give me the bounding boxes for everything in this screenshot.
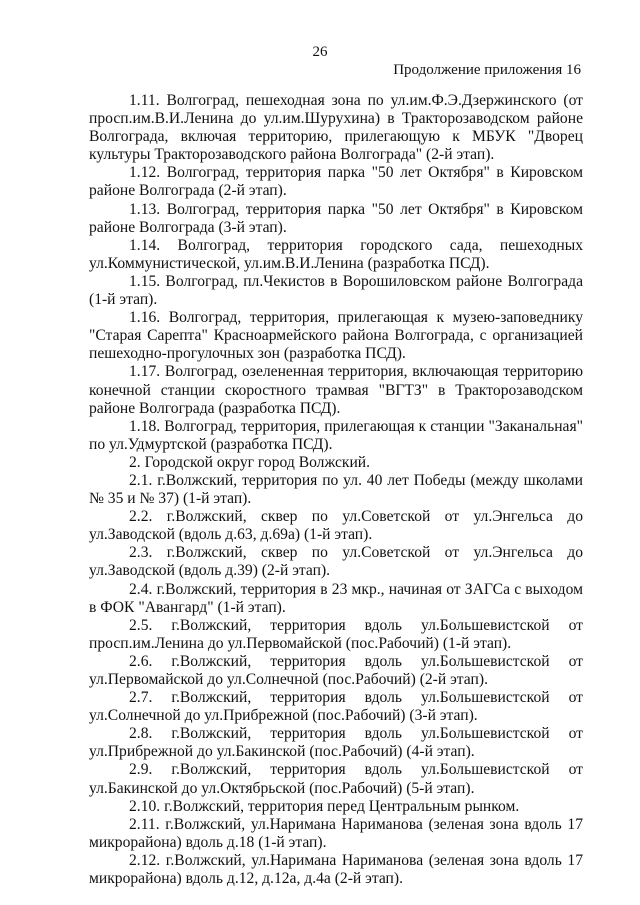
list-item: 2.12. г.Волжский, ул.Наримана Нариманова (зеленая зона вдоль 17 микрорайона) вдоль д.12, д.12а, д.4а (2-й этап). [89, 851, 583, 888]
list-item: 2.10. г.Волжский, территория перед Центральным рынком. [129, 797, 520, 815]
list-item: 1.18. Волгоград, территория, прилегающая к станции "Заканальная" по ул.Удмуртской (разработка ПСД). [89, 417, 583, 453]
list-item: 1.13. Волгоград, территория парка "50 лет Октября" в Кировском районе Волгограда (3-й этап). [89, 200, 583, 236]
list-item: 2.6. г.Волжский, территория вдоль ул.Большевистской от ул.Первомайской до ул.Солнечной (пос.Рабочий) (2-й этап). [89, 652, 583, 688]
list-item: 2.8. г.Волжский, территория вдоль ул.Большевистской от ул.Прибрежной до ул.Бакинской (пос.Рабочий) (4-й этап). [89, 725, 583, 761]
list-item: 2.7. г.Волжский, территория вдоль ул.Большевистской от ул.Солнечной до ул.Прибрежной (пос.Рабочий) (3-й этап). [89, 689, 583, 725]
list-item: 2.4. г.Волжский, территория в 23 мкр., начиная от ЗАГСа с выходом в ФОК "Авангард" (1-й этап). [89, 580, 583, 616]
list-item: 2.9. г.Волжский, территория вдоль ул.Большевистской от ул.Бакинской до ул.Октябрьской (пос.Рабочий) (5-й этап). [89, 761, 583, 797]
appendix-continuation-label: Продолжение приложения 16 [393, 62, 581, 78]
section-heading: 2. Городской округ город Волжский. [129, 453, 371, 471]
page-number: 26 [312, 44, 328, 60]
list-item: 1.12. Волгоград, территория парка "50 лет Октября" в Кировском районе Волгограда (2-й этап). [89, 164, 583, 200]
list-item: 2.3. г.Волжский, сквер по ул.Советской от ул.Энгельса до ул.Заводской (вдоль д.39) (2-й этап). [89, 544, 583, 580]
list-item: 2.1. г.Волжский, территория по ул. 40 лет Победы (между школами № 35 и № 37) (1-й этап). [89, 471, 583, 508]
list-item: 1.11. Волгоград, пешеходная зона по ул.им.Ф.Э.Дзержинского (от просп.им.В.И.Ленина до ул.им.Шурухина) в Тракторозаводском районе Волгограда, включая территорию, прилегающую к МБУК "Дворец культуры Тракторозаводского района Волгограда" (2-й этап). [89, 92, 583, 164]
list-item: 1.14. Волгоград, территория городского сада, пешеходных ул.Коммунистической, ул.им.В.И.Ленина (разработка ПСД). [89, 236, 583, 272]
list-item: 2.2. г.Волжский, сквер по ул.Советской от ул.Энгельса до ул.Заводской (вдоль д.63, д.69а) (1-й этап). [89, 508, 583, 544]
list-item: 2.11. г.Волжский, ул.Наримана Нариманова (зеленая зона вдоль 17 микрорайона) вдоль д.18 (1-й этап). [89, 815, 583, 851]
item-list [89, 92, 583, 888]
list-item: 1.17. Волгоград, озелененная территория, включающая территорию конечной станции скоростного трамвая "ВГТЗ" в Тракторозаводском районе Волгограда (разработка ПСД). [89, 363, 583, 417]
list-item: 2.5. г.Волжский, территория вдоль ул.Большевистской от просп.им.Ленина до ул.Первомайской (пос.Рабочий) (1-й этап). [89, 616, 583, 652]
list-item: 1.15. Волгоград, пл.Чекистов в Ворошиловском районе Волгограда (1-й этап). [89, 272, 583, 309]
list-item: 1.16. Волгоград, территория, прилегающая к музею-заповеднику "Старая Сарепта" Красноармейского района Волгограда, с организацией пешеходно-прогулочных зон (разработка ПСД). [89, 309, 583, 363]
